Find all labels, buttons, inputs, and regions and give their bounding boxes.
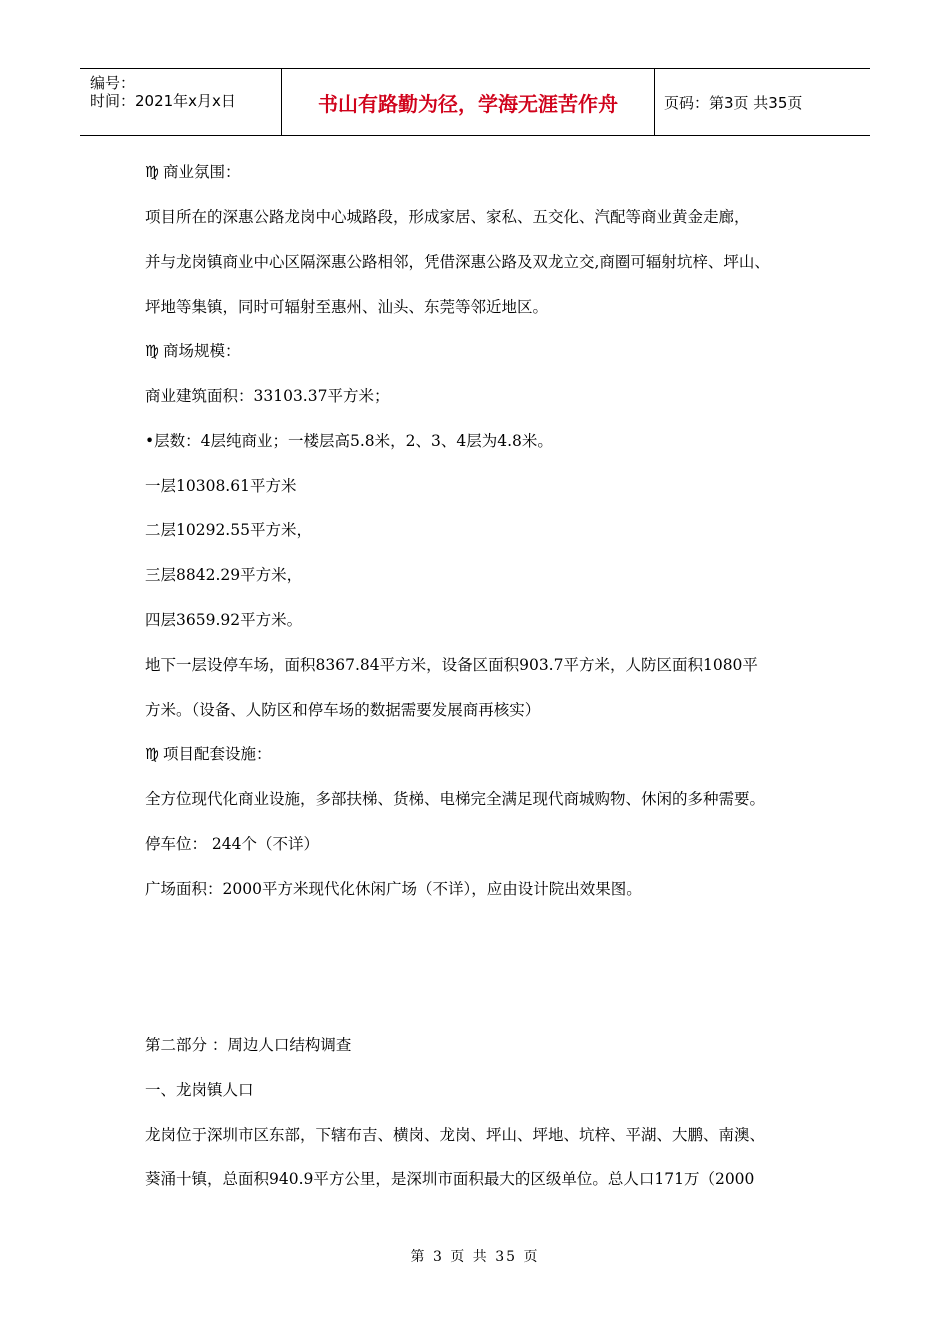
paragraph-line: 项目所在的深惠公路龙岗中心城路段，形成家居、家私、五交化、汽配等商业黄金走廊， — [145, 208, 750, 226]
paragraph-line: 一层10308.61平方米 — [145, 477, 297, 495]
page-footer: 第 3 页 共 35 页 — [410, 1249, 540, 1265]
virgo-bullet-icon: ♍ — [145, 342, 159, 360]
paragraph-line: 龙岗位于深圳市区东部，下辖布吉、横岗、龙岗、坪山、坪地、坑梓、平湖、大鹏、南澳、 — [145, 1126, 766, 1144]
section-heading: ♍ 商业氛围： — [145, 163, 241, 181]
paragraph-line: 停车位： 244个（不详） — [145, 835, 320, 853]
section-heading: ♍ 商场规模： — [145, 342, 241, 360]
paragraph-line: 全方位现代化商业设施，多部扶梯、货梯、电梯完全满足现代商城购物、休闲的多种需要。 — [145, 790, 766, 808]
paragraph-line: 坪地等集镇，同时可辐射至惠州、汕头、东莞等邻近地区。 — [145, 298, 549, 316]
doc-number-label: 编号： — [90, 74, 136, 92]
paragraph-line: 二层10292.55平方米， — [145, 521, 312, 539]
paragraph-line: 三层8842.29平方米， — [145, 566, 303, 584]
page-header — [80, 68, 870, 136]
header-divider — [654, 69, 655, 135]
doc-date: 时间：2021年x月x日 — [90, 92, 236, 110]
subsection-title: 一、龙岗镇人口 — [145, 1081, 254, 1099]
paragraph-line: 葵涌十镇，总面积940.9平方公里，是深圳市面积最大的区级单位。总人口171万（2000 — [145, 1170, 755, 1188]
part-title: 第二部分 ：周边人口结构调查 — [145, 1036, 352, 1054]
paragraph-line: 四层3659.92平方米。 — [145, 611, 303, 629]
paragraph-line: 并与龙岗镇商业中心区隔深惠公路相邻，凭借深惠公路及双龙立交,商圈可辐射坑梓、坪山、 — [145, 253, 770, 271]
paragraph-line: 方米。（设备、人防区和停车场的数据需要发展商再核实） — [145, 701, 541, 719]
paragraph-line: •层数：4层纯商业；一楼层高5.8米，2、3、4层为4.8米。 — [145, 432, 553, 450]
paragraph-line: 广场面积：2000平方米现代化休闲广场（不详），应由设计院出效果图。 — [145, 880, 642, 898]
paragraph-line: 地下一层设停车场，面积8367.84平方米，设备区面积903.7平方米，人防区面积1080平 — [145, 656, 758, 674]
section-heading: ♍ 项目配套设施： — [145, 745, 272, 763]
header-page-info: 页码：第3页 共35页 — [664, 93, 803, 112]
header-motto: 书山有路勤为径，学海无涯苦作舟 — [318, 91, 618, 116]
virgo-bullet-icon: ♍ — [145, 745, 159, 763]
header-meta — [80, 69, 281, 135]
paragraph-line: 商业建筑面积：33103.37平方米； — [145, 387, 390, 405]
virgo-bullet-icon: ♍ — [145, 163, 159, 181]
